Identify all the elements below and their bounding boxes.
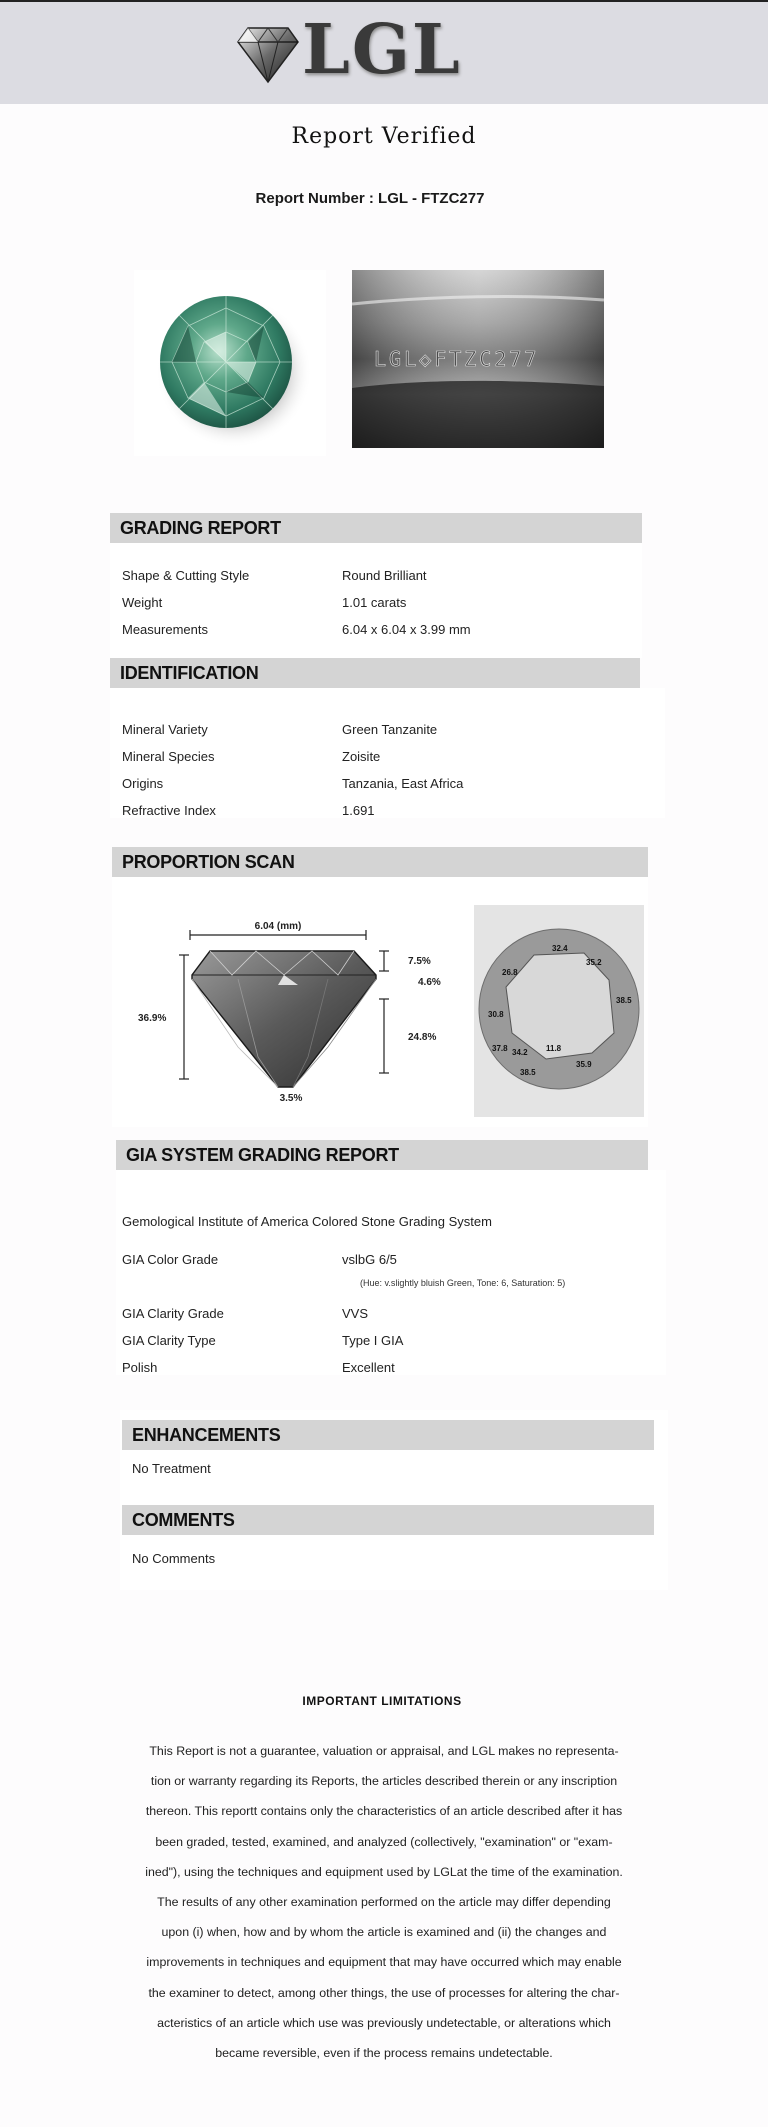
- girdle-inscription-image: [352, 270, 604, 448]
- proportion-scan-heading: PROPORTION SCAN: [112, 847, 648, 877]
- limitations-line: acteristics of an article which use was previously undetectable, or alterations which: [157, 2015, 611, 2030]
- color-grade-note: (Hue: v.slightly bluish Green, Tone: 6, Saturation: 5): [360, 1278, 566, 1288]
- comments-value: No Comments: [132, 1551, 216, 1566]
- tv-label: 38.5: [616, 996, 632, 1005]
- row-label: Origins: [122, 776, 164, 791]
- tv-label: 35.9: [576, 1060, 592, 1069]
- diamond-icon: [236, 24, 300, 84]
- inscription-text: LGL◇FTZC277: [374, 347, 540, 371]
- row-label: Measurements: [122, 622, 208, 637]
- limitations-line: ined"), using the techniques and equipment used by LGLat the time of the examination.: [145, 1864, 623, 1879]
- tv-label: 32.4: [552, 944, 568, 953]
- lgl-logo[interactable]: [232, 10, 492, 92]
- limitations-line: thereon. This reportt contains only the characteristics of an article described after it has: [145, 1804, 623, 1819]
- gia-report-heading: GIA SYSTEM GRADING REPORT: [116, 1140, 648, 1170]
- girdle-label: 4.6%: [418, 977, 441, 988]
- limitations-heading: IMPORTANT LIMITATIONS: [302, 1694, 462, 1708]
- gemstone-photo: [134, 270, 326, 456]
- limitations-line: the examiner to detect, among other things, the use of processes for altering the char-: [148, 1985, 620, 2000]
- limitations-line: improvements in techniques and equipment that may have occurred which may enable: [146, 1955, 622, 1970]
- tv-label: 34.2: [512, 1048, 528, 1057]
- row-label: Polish: [122, 1360, 158, 1375]
- header-banner: [0, 2, 768, 104]
- tv-label: 35.2: [586, 958, 602, 967]
- row-value: Type I GIA: [342, 1333, 404, 1348]
- page-title: Report Verified: [291, 124, 477, 149]
- row-value: vslbG 6/5: [342, 1252, 397, 1267]
- limitations-text: [118, 1736, 650, 2068]
- row-value: 1.691: [342, 803, 375, 818]
- tv-label: 37.8: [492, 1044, 508, 1053]
- report-number: Report Number : LGL - FTZC277: [255, 190, 485, 207]
- enhancements-heading: ENHANCEMENTS: [122, 1420, 654, 1450]
- limitations-line: tion or warranty regarding its Reports, the articles described therein or any inscription: [150, 1774, 618, 1789]
- comments-heading: COMMENTS: [122, 1505, 654, 1535]
- row-value: Round Brilliant: [342, 568, 427, 583]
- pavilion-depth-label: 24.8%: [408, 1032, 437, 1043]
- inscription-photo: [352, 270, 604, 448]
- row-label: Shape & Cutting Style: [122, 568, 250, 583]
- total-depth-label: 36.9%: [138, 1013, 167, 1024]
- row-value: VVS: [342, 1306, 369, 1321]
- crown-height-label: 7.5%: [408, 956, 431, 967]
- profile-diagram: [118, 907, 448, 1117]
- limitations-line: became reversible, even if the process remains undetectable.: [215, 2046, 553, 2061]
- tv-label: 26.8: [502, 968, 518, 977]
- row-label: Refractive Index: [122, 803, 216, 818]
- row-value: 6.04 x 6.04 x 3.99 mm: [342, 622, 471, 637]
- tv-label: 30.8: [488, 1010, 504, 1019]
- tv-label: 11.8: [546, 1044, 562, 1053]
- identification-heading: IDENTIFICATION: [110, 658, 640, 688]
- row-label: Mineral Species: [122, 749, 215, 764]
- row-value: Tanzania, East Africa: [342, 776, 464, 791]
- width-label: 6.04 (mm): [254, 921, 302, 932]
- row-label: GIA Clarity Grade: [122, 1306, 224, 1321]
- grading-report-heading: GRADING REPORT: [110, 513, 642, 543]
- limitations-line: The results of any other examination performed on the article may differ depending: [157, 1895, 611, 1910]
- row-label: Mineral Variety: [122, 722, 208, 737]
- row-label: GIA Color Grade: [122, 1252, 219, 1267]
- culet-label: 3.5%: [279, 1093, 303, 1104]
- limitations-line: been graded, tested, examined, and analyzed (collectively, "examination" or "exam-: [155, 1834, 613, 1849]
- row-label: GIA Clarity Type: [122, 1333, 216, 1348]
- row-value: Excellent: [342, 1360, 395, 1375]
- gemstone-image: [134, 270, 326, 456]
- limitations-line: This Report is not a guarantee, valuation or appraisal, and LGL makes no representa-: [149, 1744, 619, 1758]
- row-label: Weight: [122, 595, 163, 610]
- row-value: 1.01 carats: [342, 595, 407, 610]
- row-value: Green Tanzanite: [342, 722, 438, 737]
- logo-text: LGL: [302, 10, 462, 90]
- tv-label: 38.5: [520, 1068, 536, 1077]
- limitations-line: upon (i) when, how and by whom the article is examined and (ii) the changes and: [161, 1925, 607, 1940]
- row-value: Zoisite: [342, 749, 381, 764]
- system-name-text: Gemological Institute of America Colored Stone Grading System: [122, 1214, 492, 1229]
- enhancements-value: No Treatment: [132, 1461, 211, 1476]
- top-view-diagram: [474, 905, 644, 1117]
